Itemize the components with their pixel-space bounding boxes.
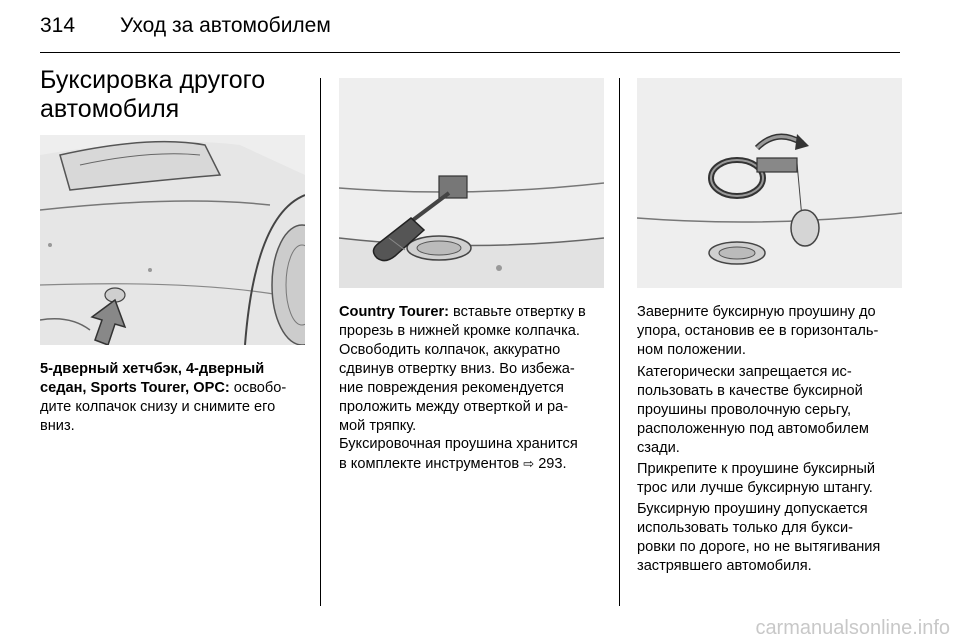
paragraph-country-tourer (339, 303, 609, 436)
paragraph-usage-limit: Буксирную проушину допускается использовать только для букси- ровки по дороге, но не вытягивания застрявшего автомобиля. (637, 501, 881, 574)
page-number: 314 (40, 14, 76, 37)
paragraph-model-label: Country Tourer: (339, 304, 449, 320)
paragraph-warning-wire: Категорически запрещается ис- пользовать в качестве буксирной проушины проволочную серьгу, расположенную под автомобилем сзади. (637, 364, 869, 456)
paragraph-screw-in: Заверните буксирную проушину до упора, остановив ее в горизонталь- ном положении. (637, 304, 879, 358)
figure-rear-bumper-cap (40, 135, 305, 345)
storage-text: Буксировочная проушина хранится в комплекте инструментов (339, 436, 578, 472)
arrow-reference-icon: ⇨ (523, 456, 535, 471)
caption-models: 5-дверный хетчбэк, 4-дверный седан, Sports Tourer, OPC: (40, 361, 265, 396)
header-divider (40, 52, 900, 53)
paragraph-screwdriver-instruction: вставьте отвертку в прорезь в нижней кромке колпачка. Освободить колпачок, аккуратно сдвинув отвертку вниз. Во избежа- ние повреждения рекомендуется проложить между отверткой и ра- мой тряпку. (339, 304, 586, 434)
column-divider-1 (320, 78, 321, 606)
page-reference[interactable]: 293. (538, 456, 567, 472)
paragraph-towing-eye-storage (339, 435, 609, 474)
caption-instruction: освобо- дите колпачок снизу и снимите его вниз. (40, 380, 287, 434)
chapter-title: Уход за автомобилем (120, 14, 331, 37)
paragraph-attach-rope: Прикрепите к проушине буксирный трос или лучше буксирную штангу. (637, 461, 876, 496)
figure-towing-eye-install (637, 78, 902, 288)
watermark: carmanualsonline.info (755, 617, 950, 639)
section-title (40, 66, 305, 124)
section-title-line1: Буксировка другого (40, 66, 266, 94)
caption-cap-removal (40, 360, 310, 436)
figure-screwdriver-cap (339, 78, 604, 288)
page-header (40, 14, 900, 48)
column-divider-2 (619, 78, 620, 606)
section-title-line2: автомобиля (40, 95, 180, 123)
